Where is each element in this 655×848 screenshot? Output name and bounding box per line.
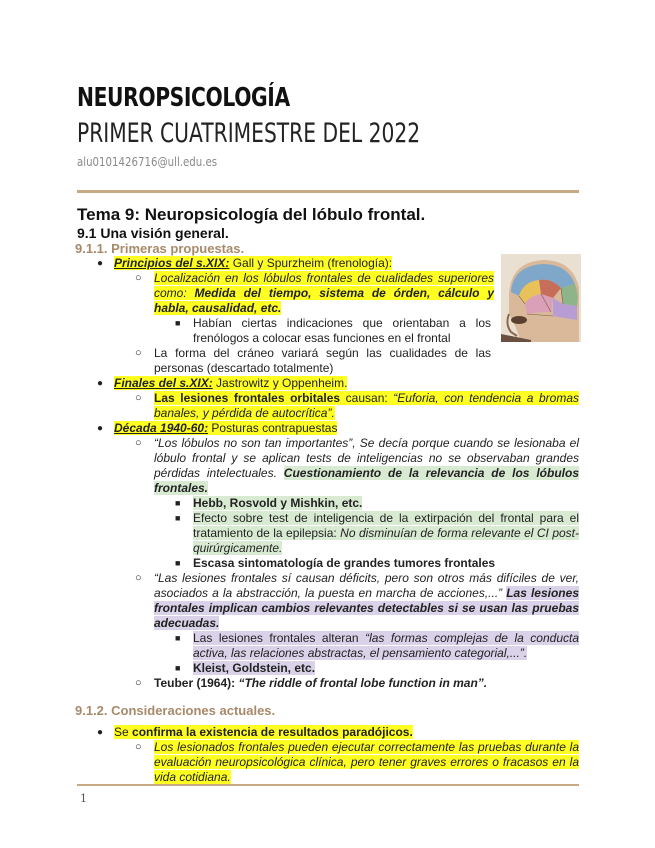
circle-bullet-icon: ○ <box>135 437 142 449</box>
list-item: ○ “Los lóbulos no son tan importantes”, Se decía porque cuando se lesionaba el lóbulo frontal y se aplican tests de inteligencias no se observaban grandes pérdidas intelectuales. Cuestionamiento de la relevancia de los lóbulos frontales. <box>135 436 579 495</box>
list-item: ■ Hebb, Rosvold y Mishkin, etc. <box>175 496 363 510</box>
list-item: ■ Habían ciertas indicaciones que orientaban a los frenólogos a colocar esas funciones en el frontal <box>175 316 491 345</box>
bullet-icon: ● <box>97 378 104 389</box>
footer-divider <box>77 784 579 786</box>
circle-bullet-icon: ○ <box>135 347 142 359</box>
circle-bullet-icon: ○ <box>135 392 142 404</box>
topic-heading: Tema 9: Neuropsicología del lóbulo frontal. <box>77 205 426 224</box>
list-item: ■ Las lesiones frontales alteran “las formas complejas de la conducta activa, las relaciones abstractas, el pensamiento categorial,...”. <box>175 631 580 660</box>
list-item: ● Se confirma la existencia de resultados paradójicos. <box>97 725 413 739</box>
document-body <box>77 205 579 785</box>
document-title: NEUROPSICOLOGÍA <box>77 83 290 113</box>
circle-bullet-icon: ○ <box>135 677 142 689</box>
author-email: alu0101426716@ull.edu.es <box>77 155 218 169</box>
list-item: ○ Localización en los lóbulos frontales de cualidades superiores como: Medida del tiempo, sistema de órden, cálculo y habla, causalidad, etc. <box>135 271 494 315</box>
list-item: ○ “Las lesiones frontales sí causan déficits, pero son otros más difíciles de ver, asociados a la abstracción, la puesta en marcha de acciones,...” Las lesiones frontales implican cambios relevantes detectables si se usan las pruebas adecuadas. <box>135 571 579 630</box>
circle-bullet-icon: ○ <box>135 741 142 753</box>
subsection-heading-actuales: 9.1.2. Consideraciones actuales. <box>75 703 276 718</box>
bullet-list <box>77 256 579 691</box>
list-item: ● Finales del s.XIX: Jastrowitz y Oppenheim. <box>97 376 348 390</box>
bullet-list <box>77 725 579 785</box>
square-bullet-icon: ■ <box>175 498 181 508</box>
square-bullet-icon: ■ <box>175 633 181 643</box>
header-divider <box>77 190 579 193</box>
page-number: 1 <box>80 792 87 805</box>
list-item: ● Principios del s.XIX: Gall y Spurzheim (frenología): <box>97 256 393 270</box>
list-item: ○ Los lesionados frontales pueden ejecutar correctamente las pruebas durante la evaluación neuropsicológica clínica, pero tener graves errores o fracasos en la vida cotidiana. <box>135 740 579 784</box>
bullet-icon: ● <box>97 727 104 738</box>
list-item: ○ Teuber (1964): “The riddle of frontal lobe function in man”. <box>135 676 488 690</box>
section-heading: 9.1 Una visión general. <box>77 225 229 241</box>
square-bullet-icon: ■ <box>175 663 181 673</box>
square-bullet-icon: ■ <box>175 318 181 328</box>
square-bullet-icon: ■ <box>175 558 181 568</box>
list-item: ● Década 1940-60: Posturas contrapuestas <box>97 421 338 435</box>
circle-bullet-icon: ○ <box>135 572 142 584</box>
list-item: ■ Kleist, Goldstein, etc. <box>175 661 316 675</box>
square-bullet-icon: ■ <box>175 513 181 523</box>
list-item: ■ Escasa sintomatología de grandes tumores frontales <box>175 556 496 570</box>
circle-bullet-icon: ○ <box>135 272 142 284</box>
bullet-icon: ● <box>97 423 104 434</box>
document-subtitle: PRIMER CUATRIMESTRE DEL 2022 <box>77 118 421 149</box>
list-item: ○ Las lesiones frontales orbitales causan: “Euforia, con tendencia a bromas banales, y pérdida de autocrítica”. <box>135 391 579 420</box>
list-item: ○ La forma del cráneo variará según las cualidades de las personas (descartado totalmente) <box>135 346 491 375</box>
subsection-heading-primeras: 9.1.1. Primeras propuestas. <box>75 241 245 256</box>
list-item: ■ Efecto sobre test de inteligencia de la extirpación del frontal para el tratamiento de la epilepsia: No disminuían de forma relevante el CI post-quirúrgicamente. <box>175 511 579 555</box>
bullet-icon: ● <box>97 258 104 269</box>
